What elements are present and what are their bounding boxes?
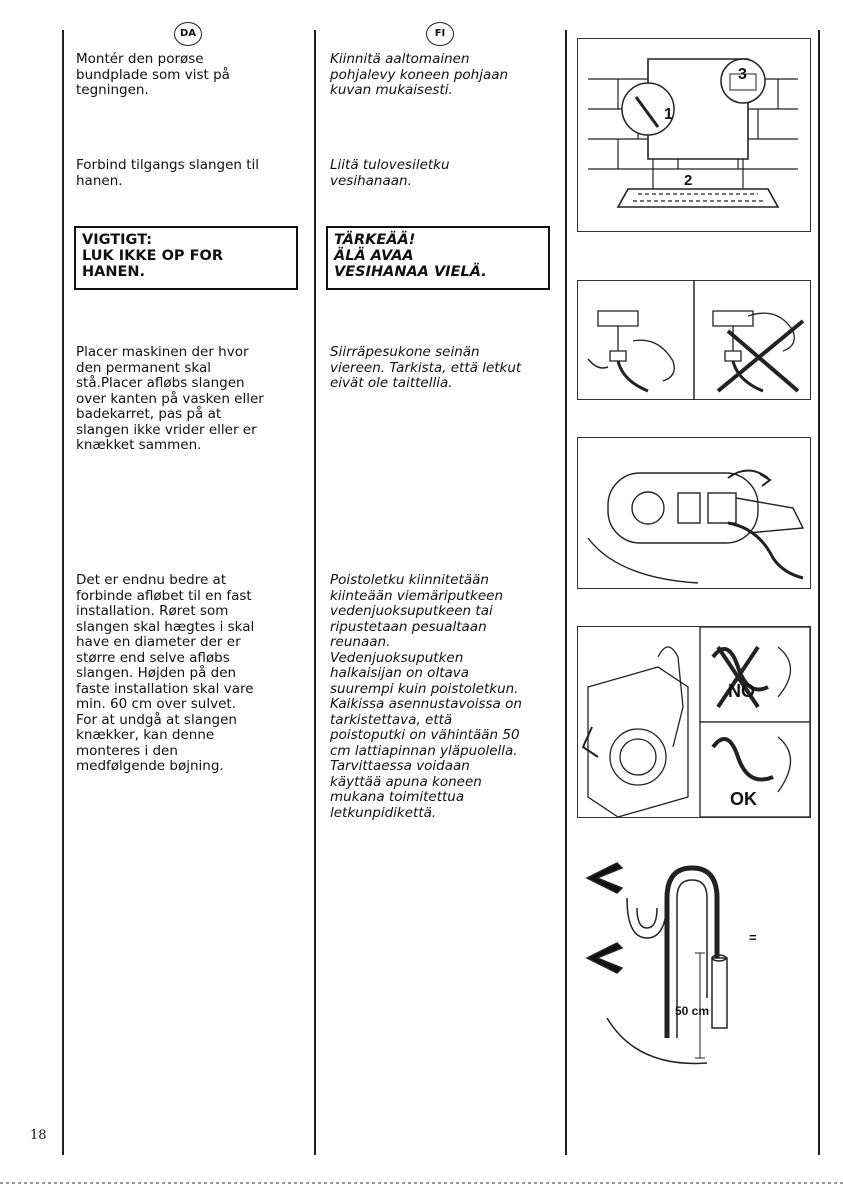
label-ok: OK bbox=[730, 789, 757, 809]
language-badge-da: DA bbox=[174, 22, 202, 46]
figure-tap-connection bbox=[577, 280, 811, 400]
column-rule-left bbox=[62, 30, 64, 1155]
da-warning-box: VIGTIGT: LUK IKKE OP FOR HANEN. bbox=[74, 226, 298, 290]
fi-step-baseplate: Kiinnitä aaltomainen pohjalevy koneen pohjaan kuvan mukaisesti. bbox=[330, 51, 509, 98]
label-equal: = bbox=[749, 930, 757, 945]
figure-label-2: 2 bbox=[684, 172, 693, 189]
column-rule-right bbox=[565, 30, 567, 1155]
language-badge-fi: FI bbox=[426, 22, 454, 46]
page-number: 18 bbox=[30, 1128, 47, 1143]
figure-drain-hose-positions bbox=[577, 626, 811, 818]
label-no: NO bbox=[728, 681, 755, 701]
figure-label-3: 3 bbox=[738, 66, 747, 83]
figure-hose-holder bbox=[577, 858, 809, 1070]
da-step-inlet-hose: Forbind tilgangs slangen til hanen. bbox=[76, 157, 260, 189]
da-step-baseplate: Montér den porøse bundplade som vist på tegningen. bbox=[76, 51, 230, 98]
fi-step-position-machine: Siirräpesukone seinän viereen. Tarkista, että letkut eivät ole taittellia. bbox=[330, 344, 522, 391]
figure-hose-nut bbox=[577, 437, 811, 589]
fi-step-inlet-hose: Liitä tulovesiletku vesihanaan. bbox=[330, 157, 450, 189]
scan-bottom-edge bbox=[0, 1182, 843, 1184]
column-rule-mid bbox=[314, 30, 316, 1155]
label-height: 50 cm bbox=[675, 1004, 710, 1018]
figure-label-1: 1 bbox=[664, 106, 673, 123]
da-step-drain-installation: Det er endnu bedre at forbinde afløbet til en fast installation. Røret som slangen skal hægtes i skal have en diameter der er større end selve afløbs slangen. Højden på den faste installation skal vare min. 60 cm over sulvet. For at undgå at slangen knækker, kan denne monteres i den medfølgende bøjning. bbox=[76, 572, 255, 774]
fi-warning-box: TÄRKEÄÄ! ÄLÄ AVAA VESIHANAA VIELÄ. bbox=[326, 226, 550, 290]
figure-baseplate-mounting bbox=[577, 38, 811, 232]
da-step-position-machine: Placer maskinen der hvor den permanent skal stå.Placer afløbs slangen over kanten på vasken eller badekarret, pas på at slangen ikke vrider eller er knækket sammen. bbox=[76, 344, 264, 453]
column-rule-outer bbox=[818, 30, 820, 1155]
fi-step-drain-installation: Poistoletku kiinnitetään kiinteään viemäriputkeen vedenjuoksuputkeen tai ripustetaan pesualtaan reunaan. Vedenjuoksuputken halkaisijan on oltava suurempi kuin poistoletkun. Kaikissa asennustavoissa on tarkistettava, että poistoputki on vähintään 50 cm lattiapinnan yläpuolella. Tarvittaessa voidaan käyttää apuna koneen mukana toimitettua letkunpidikettä. bbox=[330, 572, 522, 821]
